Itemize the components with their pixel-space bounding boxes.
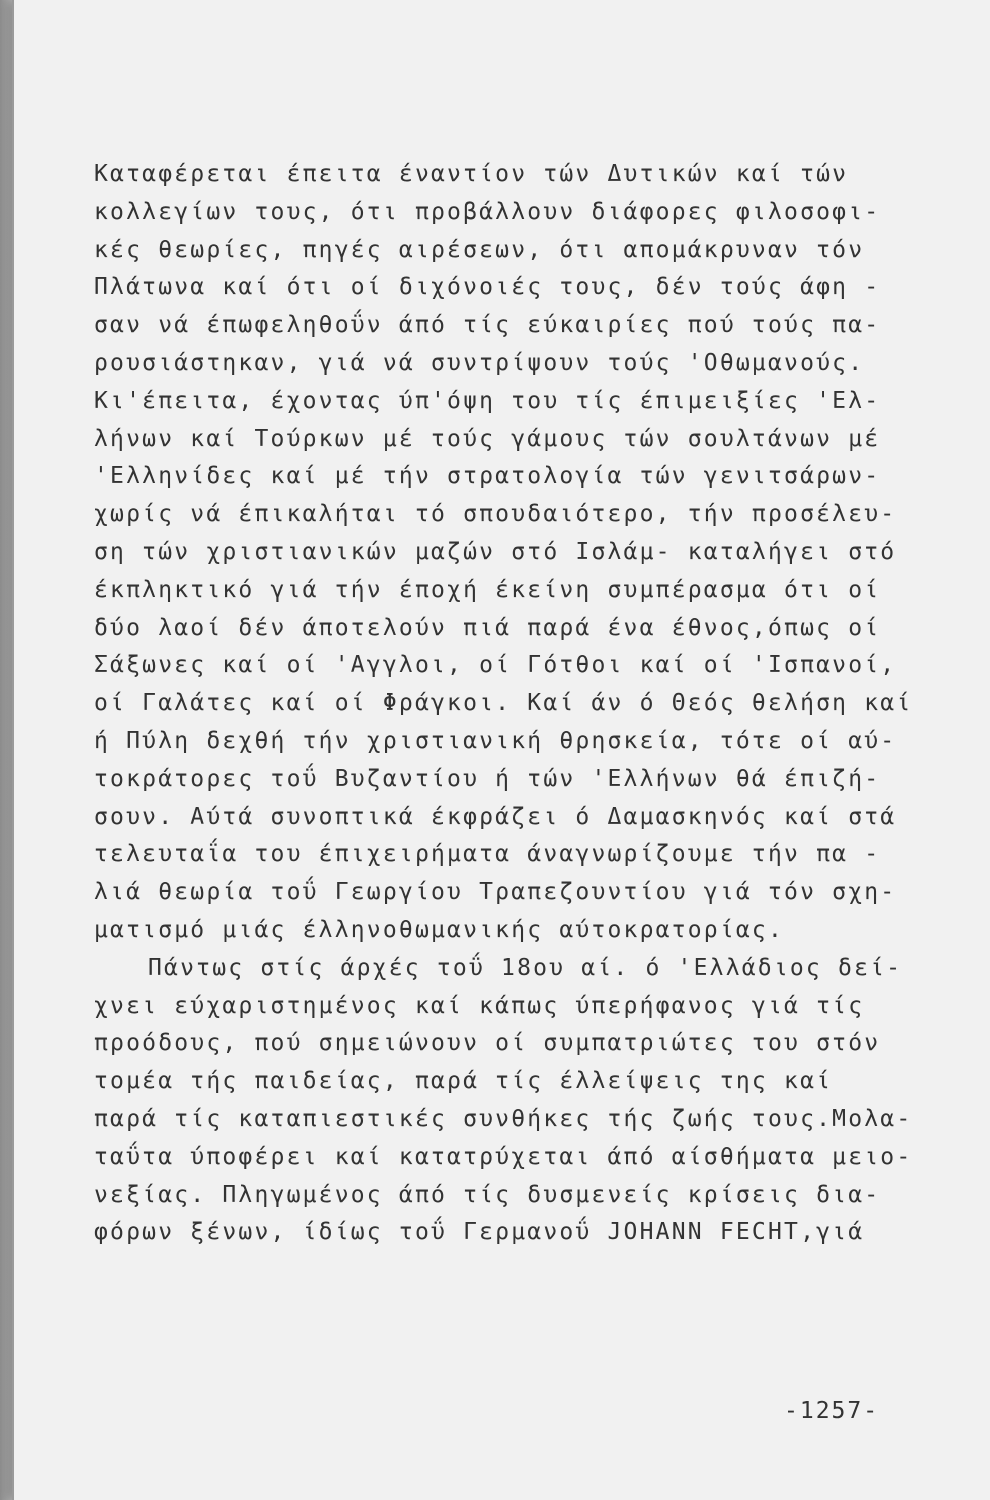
text-line: χωρίς νά έπικαλήται τό σπουδαιότερο, τήν προσέλευ- (94, 501, 897, 528)
text-line: κολλεγίων τους, ότι προβάλλουν διάφορες φιλοσοφι- (94, 198, 881, 225)
text-line: σουν. Αύτά συνοπτικά έκφράζει ό Δαμασκηνός καί στά (94, 803, 897, 830)
text-line: Κι'έπειτα, έχοντας ύπ'όψη του τίς έπιμειξίες 'Ελ- (94, 387, 881, 414)
page-edge-shadow (0, 0, 14, 1500)
text-line: ση τών χριστιανικών μαζών στό Ισλάμ- καταλήγει στό (94, 538, 897, 565)
body-text (94, 156, 924, 1252)
text-line: Σάξωνες καί οί 'Αγγλοι, οί Γότθοι καί οί 'Ισπανοί, (94, 652, 897, 679)
text-line: 'Ελληνίδες καί μέ τήν στρατολογία τών γενιτσάρων- (94, 463, 881, 490)
text-line: σαν νά έπωφεληθοΰν άπό τίς εύκαιρίες πού τούς πα- (94, 312, 881, 339)
text-line: χνει εύχαριστημένος καί κάπως ύπερήφανος γιά τίς (94, 992, 865, 1019)
text-line: ή Πύλη δεχθή τήν χριστιανική θρησκεία, τότε οί αύ- (94, 727, 897, 754)
document-page (14, 0, 990, 1500)
text-line: ταΰτα ύποφέρει καί κατατρύχεται άπό αίσθήματα μειο- (94, 1143, 913, 1170)
text-line: Πλάτωνα καί ότι οί διχόνοιές τους, δέν τούς άφη - (94, 274, 881, 301)
text-line: ρουσιάστηκαν, γιά νά συντρίψουν τούς 'Οθωμανούς. (94, 349, 865, 376)
text-line: τελευταΐα του έπιχειρήματα άναγνωρίζουμε τήν πα - (94, 841, 881, 868)
text-line: κές θεωρίες, πηγές αιρέσεων, ότι απομάκρυναν τόν (94, 236, 865, 263)
text-line: τομέα τής παιδείας, παρά τίς έλλείψεις της καί (94, 1068, 833, 1095)
text-line: λιά θεωρία τοΰ Γεωργίου Τραπεζουντίου γιά τόν σχη- (94, 879, 897, 906)
text-line: παρά τίς καταπιεστικές συνθήκες τής ζωής τους.Μολα- (94, 1105, 913, 1132)
text-line: φόρων ξένων, ίδίως τοΰ Γερμανοΰ JOHANN FECHT,γιά (94, 1219, 865, 1246)
text-line: νεξίας. Πληγωμένος άπό τίς δυσμενείς κρίσεις δια- (94, 1181, 881, 1208)
text-line: τοκράτορες τοΰ Βυζαντίου ή τών 'Ελλήνων θά έπιζή- (94, 765, 881, 792)
page-number: -1257- (784, 1398, 880, 1424)
text-line: ματισμό μιάς έλληνοθωμανικής αύτοκρατορίας. (94, 916, 785, 943)
text-line: προόδους, πού σημειώνουν οί συμπατριώτες του στόν (94, 1030, 881, 1057)
text-line: Πάντως στίς άρχές τοΰ 18ου αί. ό 'Ελλάδιος δεί- (148, 954, 903, 981)
text-line: δύο λαοί δέν άποτελούν πιά παρά ένα έθνος,όπως οί (94, 614, 881, 641)
text-line: έκπληκτικό γιά τήν έποχή έκείνη συμπέρασμα ότι οί (94, 576, 881, 603)
text-line: Καταφέρεται έπειτα έναντίον τών Δυτικών καί τών (94, 161, 849, 187)
text-line: οί Γαλάτες καί οί Φράγκοι. Καί άν ό Θεός θελήση καί (94, 690, 913, 717)
text-line: λήνων καί Τούρκων μέ τούς γάμους τών σουλτάνων μέ (94, 425, 881, 452)
